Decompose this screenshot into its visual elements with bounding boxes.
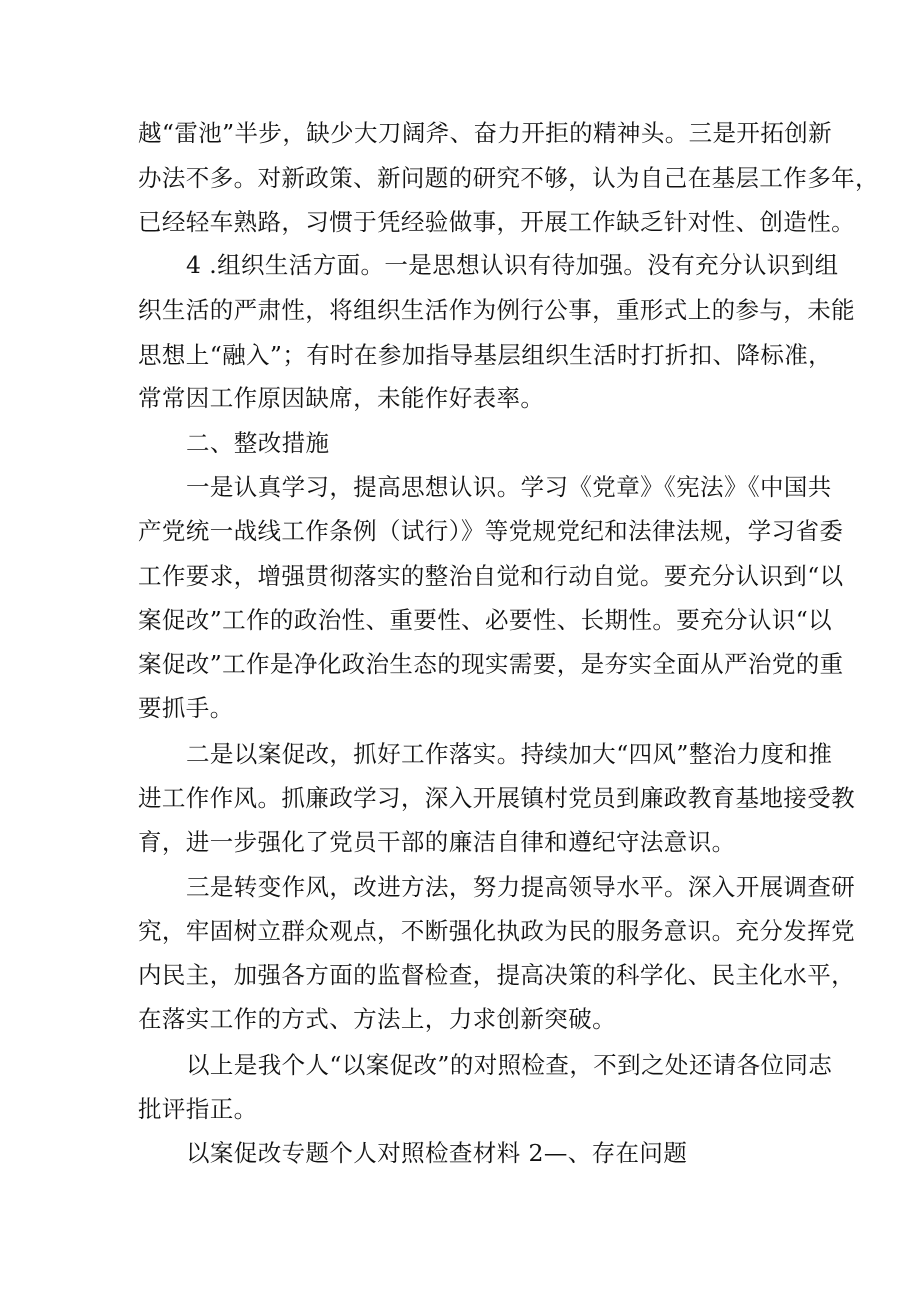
- paragraph-line: 织生活的严肃性，将组织生活作为例行公事，重形式上的参与，未能: [138, 296, 855, 324]
- paragraph-line: 以上是我个人“以案促改”的对照检查，不到之处还请各位同志: [186, 1051, 833, 1079]
- paragraph-line: 案促改”工作是净化政治生态的现实需要，是夯实全面从严治党的重: [138, 650, 844, 678]
- paragraph-line: 二是以案促改，抓好工作落实。持续加大“四风”整治力度和推: [186, 740, 833, 768]
- paragraph-line: 究，牢固树立群众观点，不断强化执政为民的服务意识。充分发挥党: [138, 917, 855, 945]
- paragraph-line: 三是转变作风，改进方法，努力提高领导水平。深入开展调查研: [186, 873, 856, 901]
- paragraph-line: 一是认真学习，提高思想认识。学习《党章》《宪法》《中国共: [186, 473, 832, 501]
- paragraph-line: 工作要求，增强贯彻落实的整治自觉和行动自觉。要充分认识到“以: [138, 562, 844, 590]
- paragraph-line: 产党统一战线工作条例（试行）》等党规党纪和法律法规，学习省委: [138, 517, 844, 545]
- paragraph-line: 要抓手。: [138, 694, 234, 722]
- paragraph-line: 已经轻车熟路，习惯于凭经验做事，开展工作缺乏针对性、创造性。: [138, 208, 855, 236]
- paragraph-line: 办法不多。对新政策、新问题的研究不够，认为自己在基层工作多年，: [138, 164, 879, 192]
- paragraph-line: 批评指正。: [138, 1095, 258, 1123]
- paragraph-line: 育，进一步强化了党员干部的廉洁自律和遵纪守法意识。: [138, 828, 736, 856]
- paragraph-line: 思想上“融入”；有时在参加指导基层组织生活时打折扣、降标准，: [138, 341, 833, 369]
- paragraph-line: 案促改”工作的政治性、重要性、必要性、长期性。要充分认识“以: [138, 606, 833, 634]
- paragraph-line: 4 .组织生活方面。一是思想认识有待加强。没有充分认识到组: [186, 251, 839, 279]
- paragraph-line: 进工作作风。抓廉政学习，深入开展镇村党员到廉政教育基地接受教: [138, 784, 855, 812]
- paragraph-line: 越“雷池”半步，缺少大刀阔斧、奋力开拒的精神头。三是开拓创新: [138, 119, 833, 147]
- paragraph-line: 在落实工作的方式、方法上，力求创新突破。: [138, 1005, 616, 1033]
- paragraph-line: 内民主，加强各方面的监督检查，提高决策的科学化、民主化水平，: [138, 961, 855, 989]
- document-subtitle: 以案促改专题个人对照检查材料 2—、存在问题: [186, 1139, 688, 1167]
- paragraph-line: 常常因工作原因缺席，未能作好表率。: [138, 384, 545, 412]
- section-heading: 二、整改措施: [186, 429, 330, 457]
